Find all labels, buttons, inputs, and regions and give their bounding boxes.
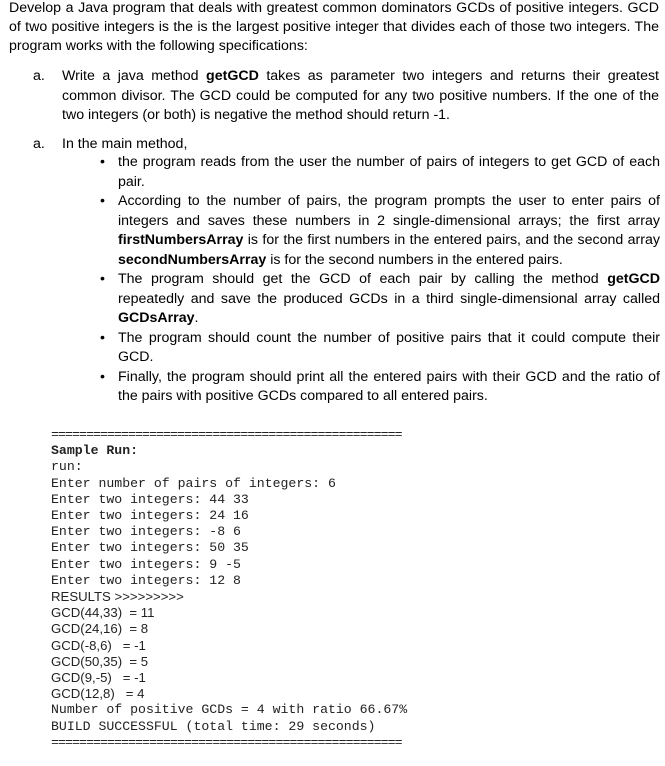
gcd-line: GCD(-8,6) = -1 <box>51 637 146 653</box>
bullet-icon: • <box>100 329 105 346</box>
sample-run-heading: Sample Run: <box>51 443 139 459</box>
bullet-icon: • <box>100 271 105 287</box>
bullet-item: • The program should count the number of positive pairs that it could compute their GCD. <box>100 329 660 365</box>
bullet-icon: • <box>100 368 105 385</box>
item-main-method <box>33 135 659 155</box>
gcd-line: GCD(50,35) = 5 <box>51 653 149 669</box>
build-line: BUILD SUCCESSFUL (total time: 29 seconds) <box>51 718 376 734</box>
output-line: Enter two integers: 9 -5 <box>51 556 241 572</box>
output-line: Enter two integers: 24 16 <box>51 508 249 524</box>
gcd-line: GCD(9,-5) = -1 <box>51 670 146 686</box>
bullet-item: • the program reads from the user the number of pairs of integers to get GCD of each pair. <box>100 154 660 190</box>
run-label: run: <box>51 459 83 475</box>
gcd-line: GCD(44,33) = 11 <box>51 605 155 621</box>
gcd-line: GCD(12,8) = 4 <box>51 686 145 702</box>
item-getgcd <box>33 67 659 126</box>
item-label: a. <box>33 136 45 152</box>
main-method-bullets <box>100 153 660 407</box>
summary-line: Number of positive GCDs = 4 with ratio 66.67% <box>51 702 408 718</box>
gcd-line: GCD(24,16) = 8 <box>51 621 149 637</box>
item-text: In the main method, <box>62 136 188 152</box>
bullet-icon: • <box>100 193 105 209</box>
output-line: Enter two integers: -8 6 <box>51 524 241 540</box>
method-name: getGCD <box>206 68 259 84</box>
item-label: a. <box>33 68 45 84</box>
intro-paragraph: Develop a Java program that deals with greatest common dominators GCDs of positive integers. GCD of two positive integers is the is the largest positive integer that divides each of those two integers. The program works with the following specifications: <box>9 0 659 54</box>
output-line: Enter two integers: 44 33 <box>51 491 249 507</box>
bullet-item: • Finally, the program should print all the entered pairs with their GCD and the ratio of the pairs with positive GCDs compared to all entered pairs. <box>100 368 660 404</box>
separator-top: ================================================== <box>51 427 402 442</box>
output-line: Enter two integers: 12 8 <box>51 572 241 588</box>
bullet-item: • The program should get the GCD of each pair by calling the method getGCD repeatedly and save the produced GCDs in a third single-dimensional array called GCDsArray. <box>100 271 660 326</box>
output-line: Enter two integers: 50 35 <box>51 540 249 556</box>
results-line: RESULTS >>>>>>>>> <box>51 589 184 605</box>
bullet-item: • According to the number of pairs, the program prompts the user to enter pairs of integers and saves these numbers in 2 single-dimensional arrays; the first array firstNumbersArray is for the first numbers in the entered pairs, and the second array secondNumbersArray is for the second numbers in the entered pairs. <box>100 193 660 268</box>
bullet-icon: • <box>100 154 105 170</box>
output-line: Enter number of pairs of integers: 6 <box>51 475 336 491</box>
separator-bottom: ================================================== <box>51 734 402 750</box>
sample-run-block <box>51 427 451 751</box>
item-text: Write a java method getGCD takes as parameter two integers and returns their greatest common divisor. The GCD could be computed for any two positive numbers. If the one of the two integers (or both) is negative the method should return -1. <box>62 68 659 123</box>
